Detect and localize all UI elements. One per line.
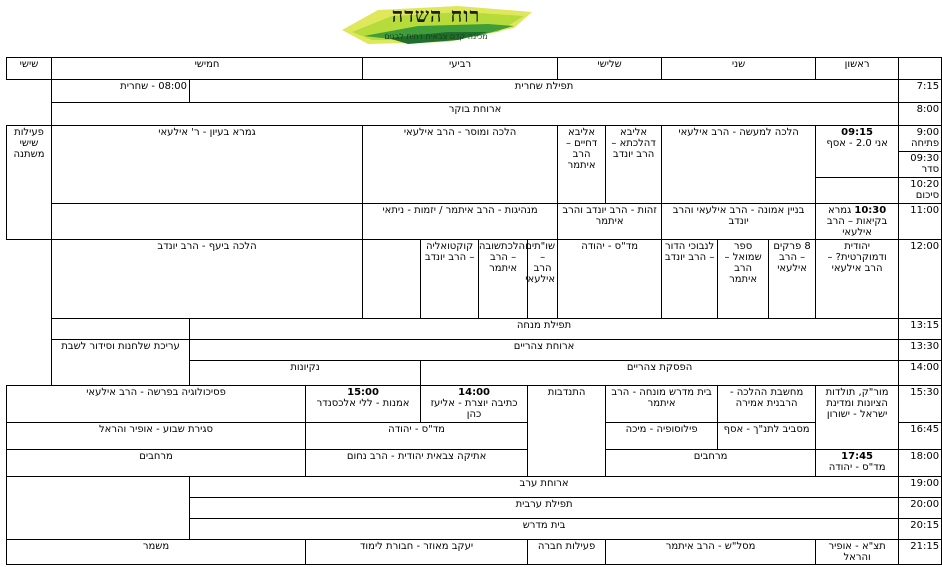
thursday-mishmar-cell: משמר [7, 540, 306, 565]
day-header-thursday: חמישי [52, 58, 363, 80]
time-2015: 20:15 [899, 519, 942, 540]
wednesday-1400-cell [421, 386, 528, 423]
day-header-wednesday: רביעי [363, 58, 558, 80]
time-1020: 10:20 סיכום [899, 178, 942, 204]
monday-maslash-cell: מסל"ש - הרב איתמר [606, 540, 816, 565]
breakfast-cell: ארוחת בוקר [52, 103, 899, 126]
wednesday-1500-text: אמנות - ללי אלכסנדר [316, 398, 410, 409]
wednesday-leadership-cell: מנהיגות - הרב איתמר / יזמות - ניתאי [363, 204, 558, 240]
day-header-sunday: ראשון [816, 58, 899, 80]
thursday-merchavim-cell: מרחבים [7, 450, 306, 477]
time-1400: 14:00 [899, 361, 942, 386]
row-0715 [7, 80, 942, 103]
time-2000: 20:00 [899, 498, 942, 519]
time-2115: 21:15 [899, 540, 942, 565]
tuesday-zehut-cell: זהות - הרב יונדב והרב איתמר [558, 204, 662, 240]
friday-arichat-cell: עריכת שלחנות וסידור לשבת [52, 340, 190, 386]
logo-subtitle: מכינה קדם צבאית דתית לבנים [384, 32, 488, 41]
row-2000 [7, 498, 942, 519]
wednesday-halacha-cell: הלכה ומוסר - הרב אילעאי [363, 126, 558, 204]
time-0900: 9:00 פתיחה [899, 126, 942, 152]
sunday-jewish-cell: יהודית ודמוקרטית? – הרב אילעאי [816, 240, 899, 319]
tuesday-aliba-chaim-cell: אליבא דחיים – הרב איתמר [558, 126, 606, 204]
time-1330: 13:30 [899, 340, 942, 361]
thursday-cleaning-cell: נקיונות [190, 361, 421, 386]
thursday-gemara-cell: גמרא בעיון - ר' אילעאי [52, 126, 363, 204]
sunday-morak-cell: מור"ק, תולדות הציונות ומדינת ישראל - ישורון [816, 386, 899, 450]
monday-binyan-cell: בניין אמונה - הרב אילעאי והרב יונדב [662, 204, 816, 240]
tuesday-aliba-halacha-cell: אליבא דהלכתא – הרב יונדב [606, 126, 662, 204]
row-2115 [7, 540, 942, 565]
sunday-0915-cell [816, 126, 899, 178]
sunday-1020-cell [816, 178, 899, 204]
wednesday-1400-text: כתיבה יוצרת - אליעז כהן [430, 398, 518, 420]
monday-halacha-cell: הלכה למעשה - הרב אילעאי [662, 126, 816, 204]
time-header [899, 58, 942, 80]
row-0900 [7, 126, 942, 152]
thursday-psychology-cell: פסיכולוגיה בפרשה - הרב אילעאי [7, 386, 306, 423]
monday-sefer-cell: ספר שמואל – הרב איתמר [718, 240, 769, 319]
dinner-cell: ארוחת ערב [190, 477, 899, 498]
row-1100 [7, 204, 942, 240]
sunday-1745-time: 17:45 [841, 451, 874, 462]
thursday-halacha-cell: הלכה ביעף - הרב יונדב [52, 240, 363, 319]
break-cell: הפסקת צהריים [421, 361, 899, 386]
sunday-tsach-cell: תצ"א - אופיר והראל [816, 540, 899, 565]
row-1530 [7, 386, 942, 423]
monday-misaviv-cell: מסביב לתנ"ך - אסף [718, 423, 816, 450]
time-0930: 09:30 סדר [899, 152, 942, 178]
wednesday-mds-cell: מד"ס - יהודה [306, 423, 528, 450]
time-1800: 18:00 [899, 450, 942, 477]
beit-midrash-cell: בית מדרש [190, 519, 899, 540]
sunday-1030-cell [816, 204, 899, 240]
arvit-cell: תפילת ערבית [190, 498, 899, 519]
monday-merchavim-cell: מרחבים [606, 450, 816, 477]
shacharit-cell: תפילת שחרית [190, 80, 899, 103]
row-2015 [7, 519, 942, 540]
time-1200: 12:00 [899, 240, 942, 319]
logo [338, 2, 534, 48]
monday-nevuchei-cell: לנבוכי הדור – הרב יונדב [662, 240, 718, 319]
monday-philosophy-cell: פילוסופיה - מיכה [606, 423, 718, 450]
sunday-1030-text: גמרא בקיאות – הרב אילעאי [826, 205, 888, 238]
tuesday-mds-cell: מד"ס - יהודה [558, 240, 662, 319]
row-1900 [7, 477, 942, 498]
day-header-friday: שישי [7, 58, 52, 80]
logo-title: רוח השדה [391, 3, 481, 27]
sunday-1030-time: 10:30 [854, 205, 887, 216]
wednesday-1200-empty [363, 240, 421, 319]
monday-machshevet-cell: מחשבת ההלכה - הרבנית אמירה [718, 386, 816, 423]
sunday-1745-text: מד"ס - יהודה [828, 462, 886, 473]
day-header-tuesday: שלישי [558, 58, 662, 80]
monday-8prakim-cell: 8 פרקים – הרב אילעאי [769, 240, 816, 319]
sunday-0915-text: אני 2.0 - אסף [826, 138, 888, 149]
time-1315: 13:15 [899, 319, 942, 340]
mincha-cell: תפילת מנחה [190, 319, 899, 340]
row-1315 [7, 319, 942, 340]
thursday-1100-cell [52, 204, 363, 240]
time-0800: 8:00 [899, 103, 942, 126]
wednesday-koketoalia-cell: קוקטואליה – הרב יונדב [421, 240, 479, 319]
wednesday-1500-cell [306, 386, 421, 423]
time-1645: 16:45 [899, 423, 942, 450]
wednesday-yaakov-cell: יעקב מאוזר - חבורת לימוד [306, 540, 528, 565]
friday-shacharit-cell: 08:00 - שחרית [52, 80, 190, 103]
friday-1315-cell [52, 319, 190, 340]
time-1100: 11:00 [899, 204, 942, 240]
time-1900: 19:00 [899, 477, 942, 498]
monday-beit-midrash-cell: בית מדרש מונחה - הרב איתמר [606, 386, 718, 423]
row-1800 [7, 450, 942, 477]
thursday-sagirat-cell: סגירת שבוע - אופיר והראל [7, 423, 306, 450]
row-1645 [7, 423, 942, 450]
tuesday-activity-cell: פעילות חברה [528, 540, 606, 565]
wednesday-1500-time: 15:00 [347, 387, 379, 398]
friday-activity-cell: פעילות שישי משתנה [7, 126, 52, 240]
day-header-monday: שני [662, 58, 816, 80]
schedule-table [6, 57, 942, 565]
row-1200 [7, 240, 942, 319]
wednesday-ethics-cell: אתיקה צבאית יהודית - הרב נחום [306, 450, 528, 477]
time-1530: 15:30 [899, 386, 942, 423]
sunday-0915-time: 09:15 [841, 127, 874, 138]
row-1330 [7, 340, 942, 361]
tuesday-volunteer-cell: התנדבות [528, 386, 606, 477]
time-0715: 7:15 [899, 80, 942, 103]
sunday-1745-cell [816, 450, 899, 477]
header-row [7, 58, 942, 80]
wednesday-shut-cell: שו"תים – הרב אילעאי [528, 240, 558, 319]
wednesday-1400-time: 14:00 [458, 387, 490, 398]
row-0800 [7, 103, 942, 126]
wednesday-hitlamdut-cell: הלכתשובה – הרב איתמר [479, 240, 528, 319]
lunch-cell: ארוחת צהריים [190, 340, 899, 361]
